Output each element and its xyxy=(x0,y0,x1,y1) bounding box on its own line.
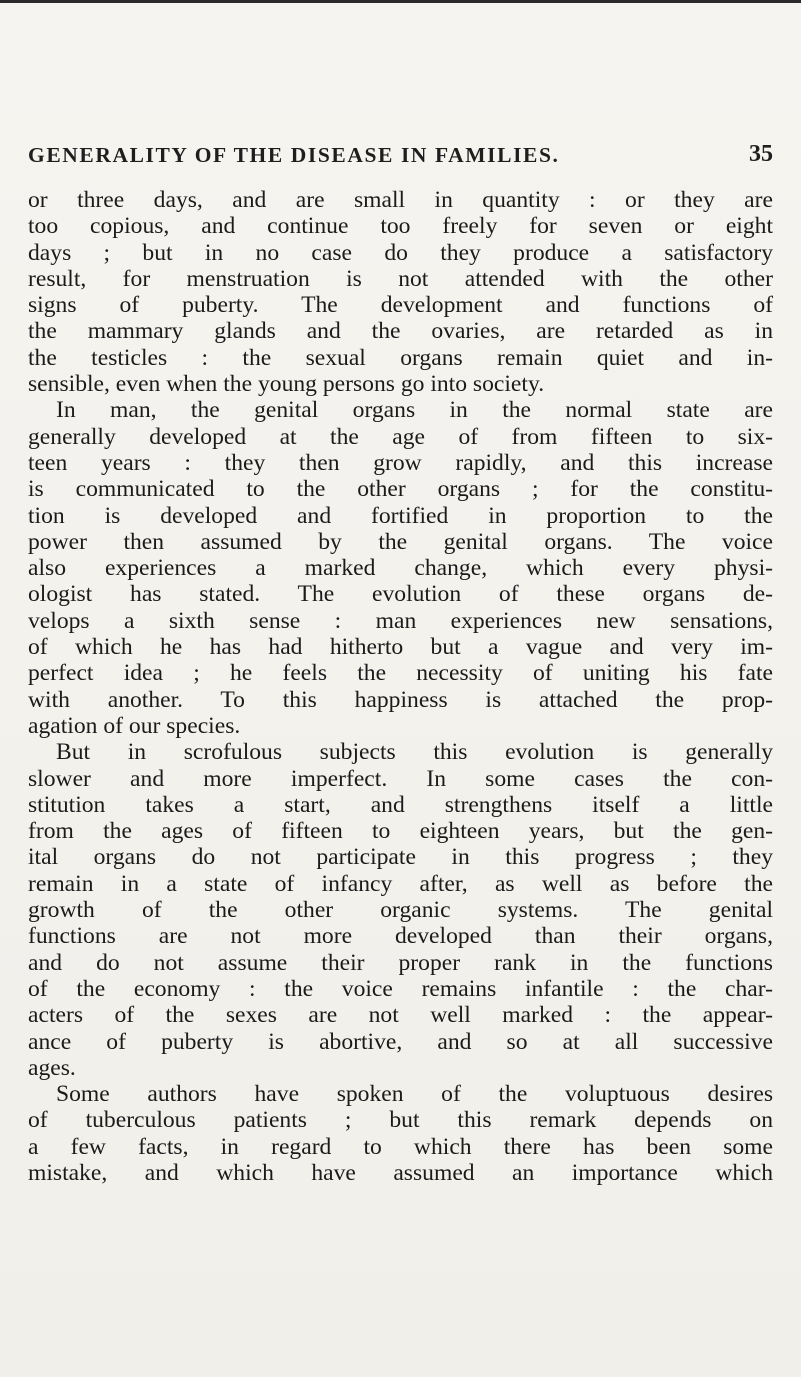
paragraph xyxy=(28,187,773,397)
text-line: ologist has stated. The evolution of these organs de- xyxy=(28,581,773,608)
text-line: is communicated to the other organs ; for the constitu- xyxy=(28,476,773,503)
page-number: 35 xyxy=(749,141,773,167)
text-line: teen years : they then grow rapidly, and this increase xyxy=(28,449,773,476)
text-line: of tuberculous patients ; but this remark depends on xyxy=(28,1107,773,1134)
text-line: perfect idea ; he feels the necessity of uniting his fate xyxy=(28,660,773,687)
text-line: velops a sixth sense : man experiences new sensations, xyxy=(28,607,773,634)
text-line: ance of puberty is abortive, and so at all successive xyxy=(28,1028,773,1055)
text-line: acters of the sexes are not well marked : the appear- xyxy=(28,1002,773,1029)
paragraph xyxy=(28,397,773,739)
body-text xyxy=(28,187,773,1186)
text-line: slower and more imperfect. In some cases the con- xyxy=(28,765,773,792)
page-top-edge xyxy=(0,0,801,3)
text-line: mistake, and which have assumed an importance which xyxy=(28,1159,773,1186)
text-line: ital organs do not participate in this progress ; they xyxy=(28,844,773,871)
text-line: the mammary glands and the ovaries, are retarded as in xyxy=(28,318,773,345)
text-line: functions are not more developed than their organs, xyxy=(28,923,773,950)
text-line: growth of the other organic systems. The genital xyxy=(28,897,773,924)
text-line: remain in a state of infancy after, as well as before the xyxy=(28,870,773,897)
text-line: with another. To this happiness is attached the prop- xyxy=(28,686,773,713)
text-line: from the ages of fifteen to eighteen years, but the gen- xyxy=(28,818,773,845)
paragraph xyxy=(28,1081,773,1186)
text-line: or three days, and are small in quantity : or they are xyxy=(28,187,773,213)
text-line: But in scrofulous subjects this evolution is generally xyxy=(56,739,773,766)
text-line: signs of puberty. The development and functions of xyxy=(28,292,773,319)
text-line: In man, the genital organs in the normal state are xyxy=(56,397,773,424)
text-line: generally developed at the age of from fifteen to six- xyxy=(28,423,773,450)
text-line: days ; but in no case do they produce a satisfactory xyxy=(28,239,773,266)
paragraph xyxy=(28,739,773,1081)
text-line: Some authors have spoken of the voluptuous desires xyxy=(56,1081,773,1108)
text-line: and do not assume their proper rank in the functions xyxy=(28,949,773,976)
text-line: power then assumed by the genital organs. The voice xyxy=(28,528,773,555)
text-line: a few facts, in regard to which there has been some xyxy=(28,1133,773,1160)
text-line: agation of our species. xyxy=(28,712,241,739)
text-line: tion is developed and fortified in proportion to the xyxy=(28,502,773,529)
text-line: ages. xyxy=(28,1054,76,1081)
text-line: too copious, and continue too freely for seven or eight xyxy=(28,213,773,240)
text-line: of the economy : the voice remains infantile : the char- xyxy=(28,975,773,1002)
running-head xyxy=(28,143,773,173)
text-line: result, for menstruation is not attended with the other xyxy=(28,265,773,292)
text-line: of which he has had hitherto but a vague and very im- xyxy=(28,634,773,661)
text-line: stitution takes a start, and strengthens itself a little xyxy=(28,791,773,818)
running-title: GENERALITY OF THE DISEASE IN FAMILIES. xyxy=(28,143,560,167)
text-line: sensible, even when the young persons go into society. xyxy=(28,371,545,398)
text-line: also experiences a marked change, which every physi- xyxy=(28,555,773,582)
text-line: the testicles : the sexual organs remain quiet and in- xyxy=(28,344,773,371)
